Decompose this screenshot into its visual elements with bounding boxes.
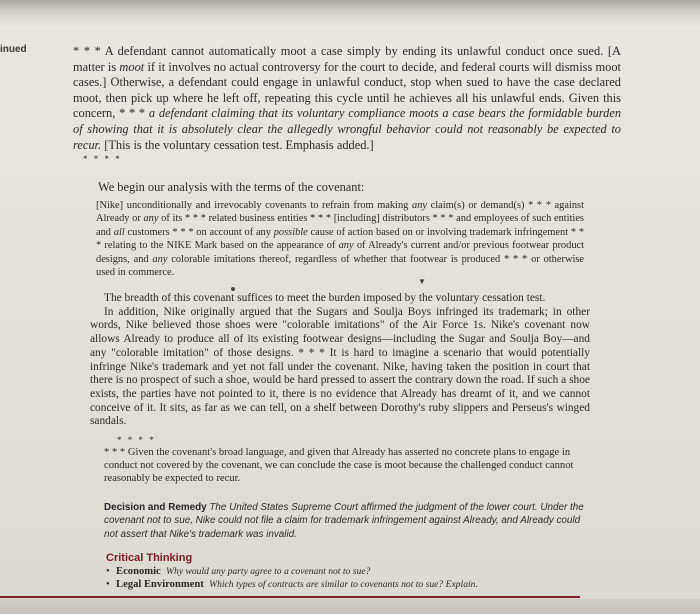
dot-mark-icon	[231, 287, 235, 291]
court-analysis	[90, 292, 590, 429]
opening-text-2: if it involves no actual controversy for the court to decide, and federal courts will dismiss moot cases.] Otherwise, a defendant could engage in unlawful conduct, stop when sued to have the case declared moot, then pick up where he left off, repeating this cycle until he achieves all his unlawful ends. Given this concern,	[73, 59, 621, 121]
covenant-text: of Already's current and/or previous footwear product designs, and	[96, 240, 585, 265]
covenant-text: [Nike] unconditionally and irrevocably covenants to refrain from making	[96, 200, 412, 211]
covenant-emphasis: possible	[273, 226, 308, 238]
bullet-icon: •	[106, 579, 110, 590]
covenant-text: colorable imitations thereof, regardless of whether that footwear is produced * * * or otherwise used in commerce.	[96, 253, 584, 279]
opening-paragraph	[73, 44, 621, 153]
covenant-emphasis: any	[143, 213, 159, 225]
bottom-strip	[0, 599, 700, 614]
analysis-paragraph-1: The breadth of this covenant suffices to meet the burden imposed by the voluntary cessation test.	[104, 292, 546, 304]
section-stars: * * * *	[83, 154, 122, 165]
critical-thinking	[106, 552, 606, 591]
bottom-rule	[0, 596, 580, 598]
critical-thinking-list	[106, 565, 606, 591]
opening-inline-stars: * * *	[119, 106, 146, 121]
margin-tab: inued	[0, 44, 27, 55]
top-shadow	[0, 0, 700, 26]
covenant-emphasis: any	[338, 240, 354, 252]
covenant-quote	[96, 199, 584, 279]
covenant-text: of its * * * related business entities * * * [including] distributors * * * and employees of such entities and	[96, 213, 584, 238]
lead-sentence: We begin our analysis with the terms of the covenant:	[98, 180, 365, 194]
decision-text: The United States Supreme Court affirmed the judgment of the lower court. Under the covenant not to sue, Nike could not file a claim for trademark infringement against Already, and Already could not assert that Nike's trademark was invalid.	[104, 502, 584, 540]
list-item	[106, 565, 606, 578]
opening-text-3: [This is the voluntary cessation test. Emphasis added.]	[101, 137, 374, 152]
covenant-emphasis: all	[113, 226, 125, 238]
opening-text-1: A defendant cannot automatically moot a case simply by ending its unlawful conduct once sued. [A matter is	[73, 44, 621, 74]
decision-label: Decision and Remedy	[104, 502, 207, 513]
question-text: Which types of contracts are similar to covenants not to sue? Explain.	[209, 579, 478, 590]
court-conclusion	[104, 446, 574, 486]
question-topic: Economic	[116, 566, 161, 577]
opening-stars: * * *	[73, 44, 101, 58]
list-item	[106, 578, 606, 591]
covenant-text: claim(s) or demand(s) * * * against Already or	[96, 200, 584, 225]
question-text: Why would any party agree to a covenant not to sue?	[166, 566, 371, 577]
covenant-emphasis: any	[152, 253, 168, 265]
opening-quote	[73, 44, 621, 164]
cursor-arrow-icon: ▼	[418, 277, 426, 286]
conclusion-paragraph: * * * Given the covenant's broad language, and given that Already has asserted no concrete plans to engage in conduct not covered by the covenant, we can conclude the case is moot because the challenged conduct cannot reasonably be expected to recur.	[104, 447, 574, 485]
bullet-icon: •	[106, 566, 110, 577]
covenant-text: customers * * * on account of any	[124, 226, 274, 238]
covenant-paragraph	[96, 199, 584, 279]
question-topic: Legal Environment	[116, 579, 204, 590]
critical-thinking-heading: Critical Thinking	[106, 552, 193, 564]
decision-and-remedy	[104, 501, 594, 541]
covenant-text: cause of action based on or involving trademark infringement * * * relating to the NIKE Mark based on the appearance of	[96, 226, 585, 252]
opening-italic: a defendant claiming that its voluntary compliance moots a case bears the formidable burden of showing that it is absolutely clear the allegedly wrongful behavior could not reasonably be expected to recur.	[73, 106, 622, 152]
covenant-emphasis: any	[412, 200, 428, 211]
analysis-paragraph-2: In addition, Nike originally argued that the Sugars and Soulja Boys infringed its trademark; in other words, Nike believed those shoes were "colorable imitations" of the Air Force 1s. Nike's covenant now allows Already to produce all of its existing footwear designs—including the Sugar and Soulja Boy—and any "colorable imitation" of those designs. * * * It is hard to imagine a scenario that would potentially infringe Nike's trademark and yet not fall under the covenant. Nike, having taken the position in court that there is no prospect of such a shoe, would be hard pressed to assert the contrary down the road. If such a shoe exists, the parties have not pointed to it, there is no evidence that Already has dreamt of it, and we cannot conceive of it. It sits, as far as we can tell, on a shelf between Dorothy's ruby slippers and Perseus's winged sandals.	[90, 305, 590, 428]
section-stars-2: * * * *	[117, 435, 156, 445]
moot-word: moot	[119, 59, 145, 74]
